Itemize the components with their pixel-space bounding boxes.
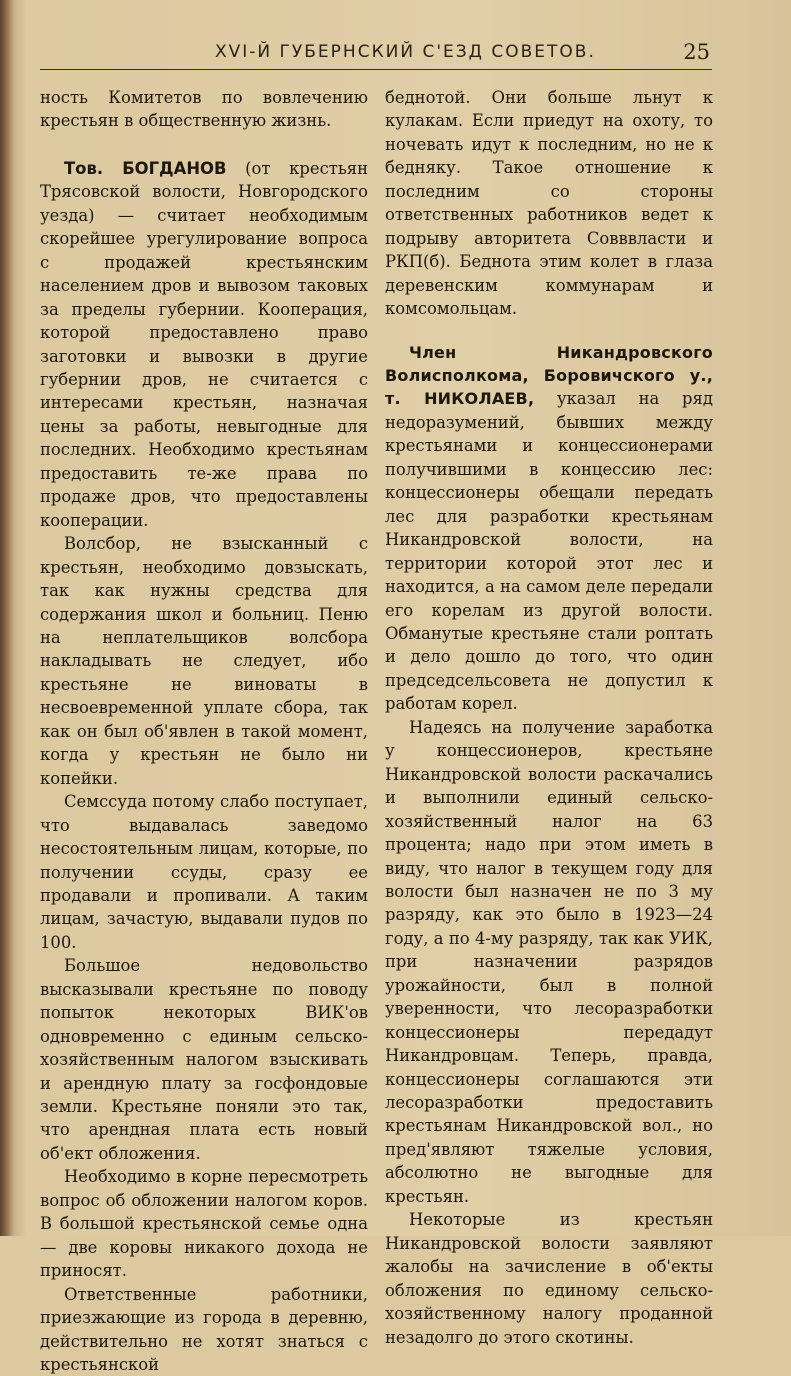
speech-bogdanov — [40, 157, 368, 532]
paragraph-continuation: беднотой. Они больше льнут к кулакам. Если приедут на охоту, то ночевать идут к последним, но не к бедняку. Такое отношение к последним со стороны ответственных работников ведет к подрыву авторитета Совввласти и РКП(б). Беднота этим колет в глаза деревенским коммунарам и комсомольцам. — [385, 88, 713, 319]
paragraph-concession-tax: Надеясь на получение заработка у концессионеров, крестьяне Никандровской волости раскачались и выполнили единый сельско-хозяйственный налог на 63 процента; надо при этом иметь в виду, что налог в текущем году для волости был назначен не по 3 му разряду, как это было в 1923—24 году, а по 4-му разряду, так как УИК, при назначении разрядов урожайности, был в полной уверенности, что лесоразработки концессионеры передадут Никандровцам. Теперь, правда, концессионеры соглашаются эти лесоразработки предоставить крестьянам Никандровской вол., но пред'являют тяжелые условия, абсолютно не выгодные для крестьян. — [385, 717, 713, 1206]
speech-nikolaev — [385, 341, 713, 716]
paragraph-semssuda: Семссуда потому слабо поступает, что выдавалась заведомо несостоятельным лицам, которые, по получении ссуды, сразу ее продавали и пропивали. А таким лицам, зачастую, выдавали пудов по 100. — [40, 792, 368, 952]
paragraph-cows: Необходимо в корне пересмотреть вопрос об обложении налогом коров. В большой крестьянской семье одна — две коровы никакого дохода не приносят. — [40, 1167, 368, 1281]
speaker-name: Член Никандровского Волисполкома, Боровичского у., т. НИКОЛАЕВ, — [385, 342, 713, 409]
page-number: 25 — [683, 40, 710, 64]
paragraph-continuation: ность Комитетов по вовлечению крестьян в общественную жизнь. — [40, 88, 368, 131]
speech-text: указал на ряд недоразумений, бывших между крестьянами и концессионерами получившими в концессию лес: концессионеры обещали передать лес для разработки крестьянам Никандровской волости, на территории которой этот лес и находится, а на самом деле передали его корелам из другой волости. Обманутые крестьяне стали роптать и дело дошло до того, что один председсельсовета не допустил к работам корел. — [385, 389, 713, 714]
left-column — [40, 86, 368, 1376]
paragraph-gap — [385, 321, 713, 341]
paragraph-gap — [40, 133, 368, 157]
running-title: XVI-Й ГУБЕРНСКИЙ С'ЕЗД СОВЕТОВ. — [215, 42, 596, 62]
header-rule — [40, 69, 712, 70]
paragraph-vik: Большое недовольство высказывали крестьяне по поводу попыток некоторых ВИК'ов одновременно с единым сельско-хозяйственным налогом взыскивать и арендную плату за госфондовые земли. Крестьяне поняли это так, что арендная плата есть новый об'ект обложения. — [40, 956, 368, 1163]
speaker-name: Тов. БОГДАНОВ — [64, 158, 227, 178]
speech-text: (от крестьян Трясовской волости, Новгородского уезда) — считает необходимым скорейшее урегулирование вопроса с продажей крестьянским населением дров и вывозом таковых за пределы губернии. Кооперация, которой предоставлено право заготовки и вывозки в другие губернии дров, не считается с интересами крестьян, назначая цены за работы, невыгодные для последних. Необходимо крестьянам предоставить те-же права по продаже дров, что предоставлены кооперации. — [40, 158, 369, 530]
right-column — [385, 86, 713, 1349]
running-header — [40, 40, 710, 70]
paragraph-complaints: Некоторые из крестьян Никандровской волости заявляют жалобы на зачисление в об'екты обложения по единому сельско-хозяйственному налогу проданной незадолго до этого скотины. — [385, 1210, 713, 1347]
paragraph-volsbor: Волсбор, не взысканный с крестьян, необходимо довзыскать, так как нужны средства для содержания школ и больниц. Пеню на неплательщиков волсбора накладывать не следует, ибо крестьяне не виноваты в несвоевременной уплате сбора, так как он был об'явлен в такой момент, когда у крестьян не было ни копейки. — [40, 534, 368, 788]
paragraph-officials: Ответственные работники, приезжающие из города в деревню, действительно не хотят знаться с крестьянской — [40, 1284, 368, 1375]
